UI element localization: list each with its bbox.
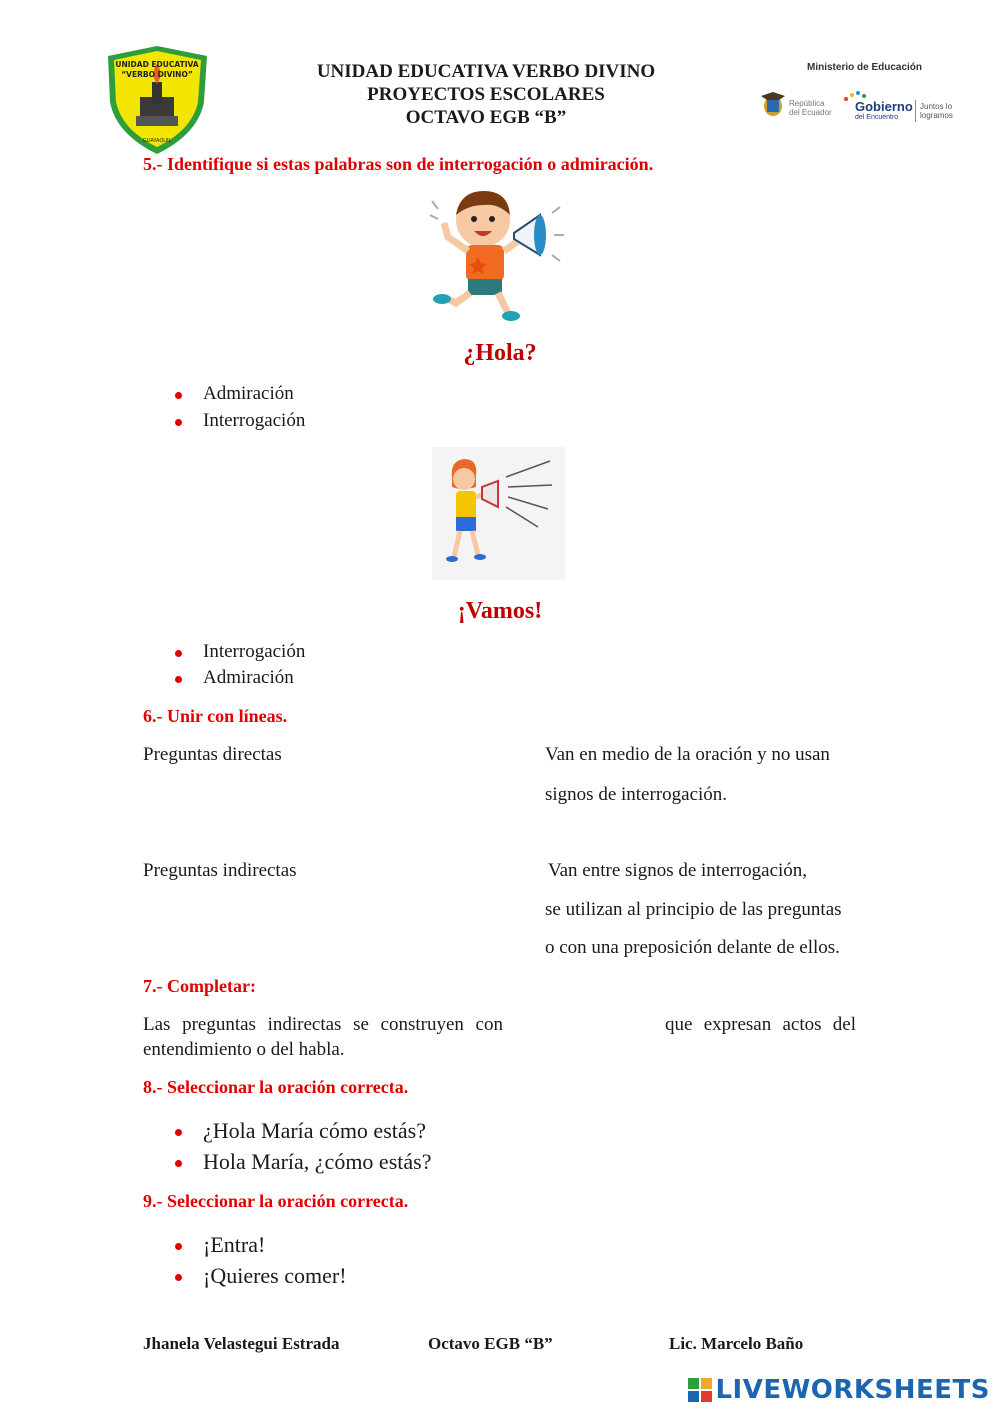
bullet-icon [175,1243,182,1250]
q8-option-2[interactable]: Hola María, ¿cómo estás? [203,1149,431,1175]
boy-megaphone-illustration [418,185,583,325]
q5-word2-option-1[interactable]: Interrogación [203,641,305,663]
ministry-logo [755,62,980,122]
project-name: PROYECTOS ESCOLARES [367,84,605,105]
bullet-icon [175,650,182,657]
q8-option-1[interactable]: ¿Hola María cómo estás? [203,1118,426,1144]
match-left-2[interactable]: Preguntas indirectas [143,860,297,881]
question-8-title: 8.- Seleccionar la oración correcta. [143,1077,409,1097]
bullet-icon [175,1160,182,1167]
liveworksheets-badge-icon [688,1378,712,1402]
q5-word1-option-1[interactable]: Admiración [203,383,294,405]
completion-text-before: Las preguntas indirectas se construyen con [143,1014,503,1035]
svg-text:“VERBO DIVINO”: “VERBO DIVINO” [121,70,193,79]
bullet-icon [175,1129,182,1136]
q5-word1-option-2[interactable]: Interrogación [203,410,305,432]
bullet-icon [175,676,182,683]
girl-megaphone-illustration [432,447,565,580]
question-7-title: 7.- Completar: [143,976,256,996]
bullet-icon [175,392,182,399]
word-vamos: ¡Vamos! [457,598,543,624]
republica-text: República del Ecuador [789,99,832,117]
grade-name: OCTAVO EGB “B” [405,107,567,128]
ecuador-coat-of-arms-icon [759,90,787,120]
school-name: UNIDAD EDUCATIVA VERBO DIVINO [316,61,656,82]
liveworksheets-logo: LIVEWORKSHEETS [688,1375,990,1405]
svg-text:GUAYAQUIL: GUAYAQUIL [142,138,172,144]
question-6-title: 6.- Unir con líneas. [143,706,288,726]
footer-grade: Octavo EGB “B” [428,1334,553,1353]
match-right-1-line-1[interactable]: Van en medio de la oración y no usan [545,744,830,765]
match-left-1[interactable]: Preguntas directas [143,744,282,765]
juntos-text: Juntos lo logramos [920,102,953,120]
logo-divider [915,100,916,122]
gobierno-text: Gobierno [855,99,913,114]
question-5-title: 5.- Identifique si estas palabras son de interrogación o admiración. [143,154,654,174]
svg-text:UNIDAD EDUCATIVA: UNIDAD EDUCATIVA [115,60,199,69]
completion-text-line-2: entendimiento o del habla. [143,1039,345,1060]
q5-word2-option-2[interactable]: Admiración [203,667,294,689]
match-right-2-line-2[interactable]: se utilizan al principio de las preguntas [545,899,842,920]
match-right-1-line-2[interactable]: signos de interrogación. [545,784,728,805]
footer-teacher: Lic. Marcelo Baño [669,1334,804,1353]
encuentro-text: del Encuentro [855,114,899,121]
word-hola: ¿Hola? [463,340,537,366]
bullet-icon [175,1274,182,1281]
completion-text-after: que expresan actos del [665,1014,856,1035]
match-right-2-line-1[interactable]: Van entre signos de interrogación, [548,860,808,881]
q9-option-2[interactable]: ¡Quieres comer! [203,1263,347,1289]
footer-student: Jhanela Velastegui Estrada [143,1334,340,1353]
completion-blank-input[interactable] [510,1012,658,1036]
match-right-2-line-3[interactable]: o con una preposición delante de ellos. [545,937,840,958]
bullet-icon [175,419,182,426]
q9-option-1[interactable]: ¡Entra! [203,1232,265,1258]
question-9-title: 9.- Seleccionar la oración correcta. [143,1191,409,1211]
ministry-title: Ministerio de Educación [807,62,923,73]
